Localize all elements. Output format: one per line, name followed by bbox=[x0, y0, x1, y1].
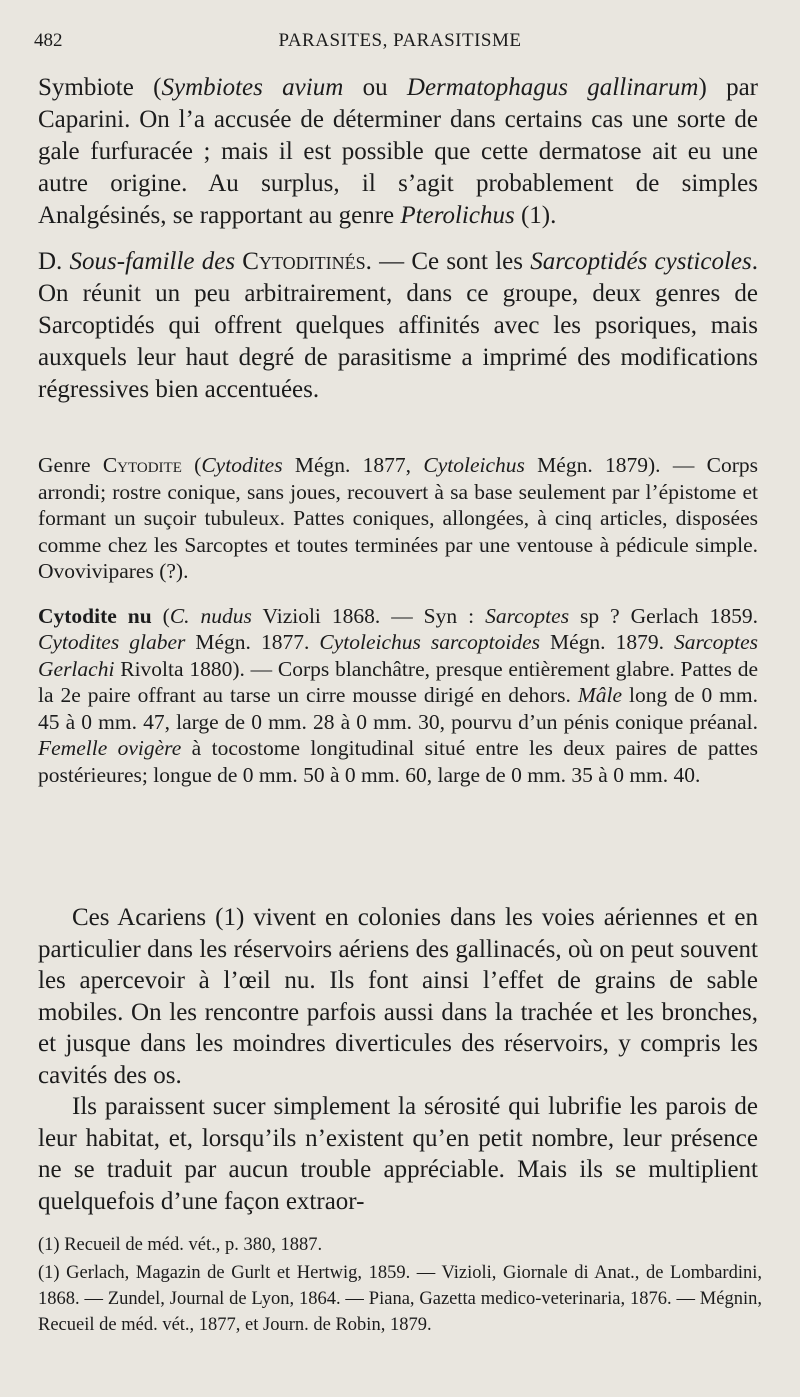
footnote-recueil: (1) Recueil de méd. vét., p. 380, 1887. bbox=[38, 1235, 323, 1255]
genre-cytodite-paragraph: Genre Cytodite (Cytodites Mégn. 1877, Cytoleichus Mégn. 1879). — Corps arrondi; rostre conique, sans joues, recouvert à sa base seulement par l’épistome et formant un suçoir tubuleux. Pattes coniques, allongées, à cinq articles, disposées comme chez les Sarcoptes et toutes terminées par une ventouse à pédicule simple. Ovovivipares (?). bbox=[38, 453, 758, 583]
page-header bbox=[34, 30, 766, 60]
section-d-heading-paragraph: D. Sous-famille des Cytoditinés. — Ce sont les Sarcoptidés cysticoles. On réunit un peu arbitrairement, dans ce groupe, deux genres de Sarcoptidés qui offrent quelques affinités avec les psoriques, mais auxquels leur haut degré de parasitisme a imprimé des modifications régressives bien accentuées. bbox=[38, 248, 758, 403]
body-text-lower bbox=[38, 902, 758, 1217]
footnote-gerlach: (1) Gerlach, Magazin de Gurlt et Hertwig, 1859. — Vizioli, Giornale di Anat., de Lombardini, 1868. — Zundel, Journal de Lyon, 1864. — Piana, Gazetta medico-veterinaria, 1876. — Mégnin, Recueil de méd. vét., 1877, et Journ. de Robin, 1879. bbox=[38, 1263, 762, 1335]
species-cytodite-nu-paragraph: Cytodite nu (C. nudus Vizioli 1868. — Syn : Sarcoptes sp ? Gerlach 1859. Cytodites glaber Mégn. 1877. Cytoleichus sarcoptoides Mégn. 1879. Sarcoptes Gerlachi Rivolta 1880). — Corps blanchâtre, presque entièrement glabre. Pattes de la 2e paire offrant au tarse un cirre mousse dirigé en dehors. Mâle long de 0 mm. 45 à 0 mm. 47, large de 0 mm. 28 à 0 mm. 30, pourvu d’un pénis conique préanal. Femelle ovigère à tocostome longitudinal situé entre les deux paires de pattes postérieures; longue de 0 mm. 50 à 0 mm. 60, large de 0 mm. 35 à 0 mm. 40. bbox=[38, 603, 759, 787]
page-number: 482 bbox=[34, 30, 63, 51]
paragraph-acariens: Ces Acariens (1) vivent en colonies dans les voies aériennes et en particulier dans les réservoirs aériens des gallinacés, où on peut souvent les apercevoir à l’œil nu. Ils font ainsi l’effet de grains de sable mobiles. On les rencontre parfois aussi dans la trachée et les bronches, et jusque dans les moindres diverticules des réservoirs, y compris les cavités des os. bbox=[38, 904, 758, 1089]
paragraph-symbiote: Symbiote (Symbiotes avium ou Dermatophagus gallinarum) par Caparini. On l’a accusée de déterminer dans certains cas une sorte de gale furfuracée ; mais il est possible que cette dermatose ait eu une autre origine. Au surplus, il s’agit probablement de simples Analgésinés, se rapportant au genre Pterolichus (1). bbox=[38, 74, 758, 229]
paragraph-sucer: Ils paraissent sucer simplement la sérosité qui lubrifie les parois de leur habitat, et, lorsqu’ils n’existent qu’en petit nombre, leur présence ne se traduit par aucun trouble appréciable. Mais ils se multiplient quelquefois d’une façon extraor- bbox=[38, 1093, 758, 1215]
main-text bbox=[38, 72, 758, 406]
footnotes bbox=[38, 1232, 762, 1340]
running-title: PARASITES, PARASITISME bbox=[278, 30, 522, 51]
genre-description bbox=[38, 452, 758, 788]
